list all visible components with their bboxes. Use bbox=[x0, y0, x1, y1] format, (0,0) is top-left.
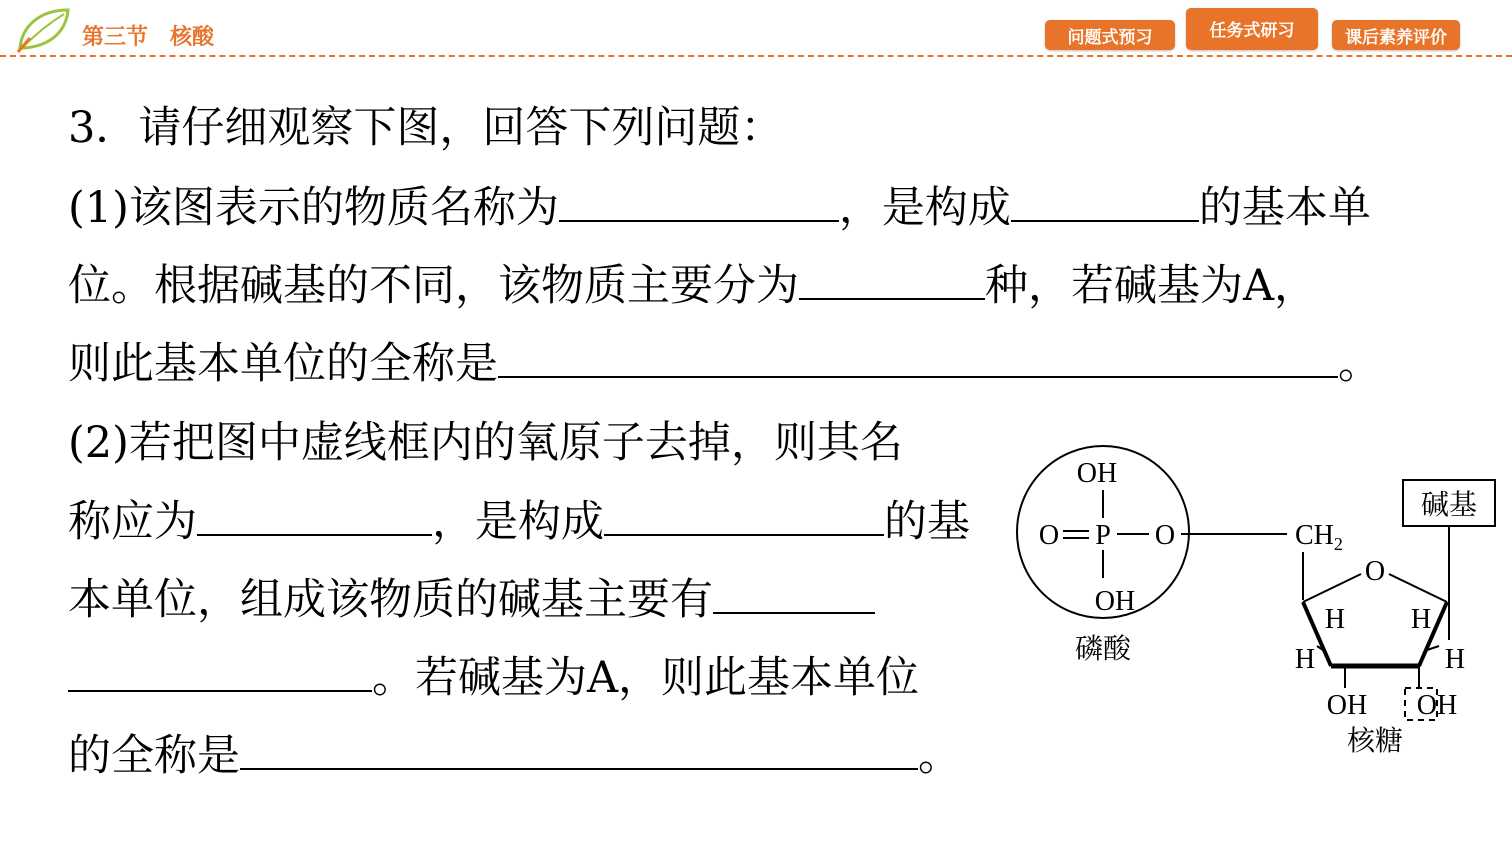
nucleotide-diagram bbox=[1005, 440, 1505, 780]
phosphate-label: 磷酸 bbox=[1074, 634, 1132, 665]
part2-line3: 本单位，组成该物质的碱基主要有 bbox=[68, 572, 875, 628]
answer-blank-1[interactable] bbox=[559, 184, 839, 222]
phosphate-oh-bottom: OH bbox=[1094, 586, 1136, 617]
answer-blank-7[interactable] bbox=[713, 576, 875, 614]
top-bar bbox=[0, 0, 1512, 62]
part2-line2: 称应为 ，是构成 的基 bbox=[68, 497, 970, 547]
ring-bond-2 bbox=[1389, 574, 1447, 602]
ch2-group: $CH_2$ bbox=[1295, 520, 1343, 554]
ring-oxygen: O bbox=[1364, 556, 1386, 587]
phosphorus-atom: P bbox=[1095, 520, 1111, 551]
ring-h-3: H bbox=[1294, 644, 1316, 675]
phosphate-o-left: O bbox=[1038, 520, 1060, 551]
answer-blank-8[interactable] bbox=[240, 732, 918, 770]
ribose-oh-right: OH bbox=[1416, 690, 1458, 721]
answer-blank-5[interactable] bbox=[197, 498, 432, 536]
answer-blank-7-cont[interactable] bbox=[68, 654, 372, 692]
base-label: 碱基 bbox=[1420, 490, 1478, 521]
tab-preview[interactable]: 问题式预习 bbox=[1045, 20, 1175, 50]
ring-bond-1 bbox=[1303, 574, 1361, 602]
part1-line2: 位。根据碱基的不同，该物质主要分为 种，若碱基为A， bbox=[68, 261, 1318, 311]
answer-blank-6[interactable] bbox=[604, 498, 884, 536]
tab-task-study[interactable]: 任务式研习 bbox=[1186, 8, 1318, 50]
answer-blank-2[interactable] bbox=[1011, 184, 1199, 222]
ring-h-4: H bbox=[1444, 644, 1466, 675]
part2-line5: 的全称是 。 bbox=[68, 731, 961, 781]
part1-line3: 则此基本单位的全称是 。 bbox=[68, 339, 1381, 389]
ring-h-1: H bbox=[1324, 604, 1346, 635]
question-intro: 3．请仔细观察下图，回答下列问题： bbox=[68, 103, 784, 153]
answer-blank-4[interactable] bbox=[498, 340, 1338, 378]
ribose-label: 核糖 bbox=[1346, 726, 1404, 757]
header-divider bbox=[0, 55, 1512, 57]
ring-h-2: H bbox=[1410, 604, 1432, 635]
answer-blank-3[interactable] bbox=[799, 262, 985, 300]
part2-line4: 。若碱基为A，则此基本单位 bbox=[68, 650, 919, 706]
leaf-logo-icon bbox=[14, 4, 74, 54]
chapter-title: 第三节 核酸 bbox=[82, 25, 215, 50]
phosphate-oh-top: OH bbox=[1076, 458, 1118, 489]
phosphate-o-right: O bbox=[1154, 520, 1176, 551]
part2-line1: (2)若把图中虚线框内的氧原子去掉，则其名 bbox=[68, 418, 903, 468]
tab-evaluation[interactable]: 课后素养评价 bbox=[1332, 20, 1460, 50]
part1-line1: (1)该图表示的物质名称为 ，是构成 的基本单 bbox=[68, 183, 1371, 233]
ribose-oh-left: OH bbox=[1326, 690, 1368, 721]
